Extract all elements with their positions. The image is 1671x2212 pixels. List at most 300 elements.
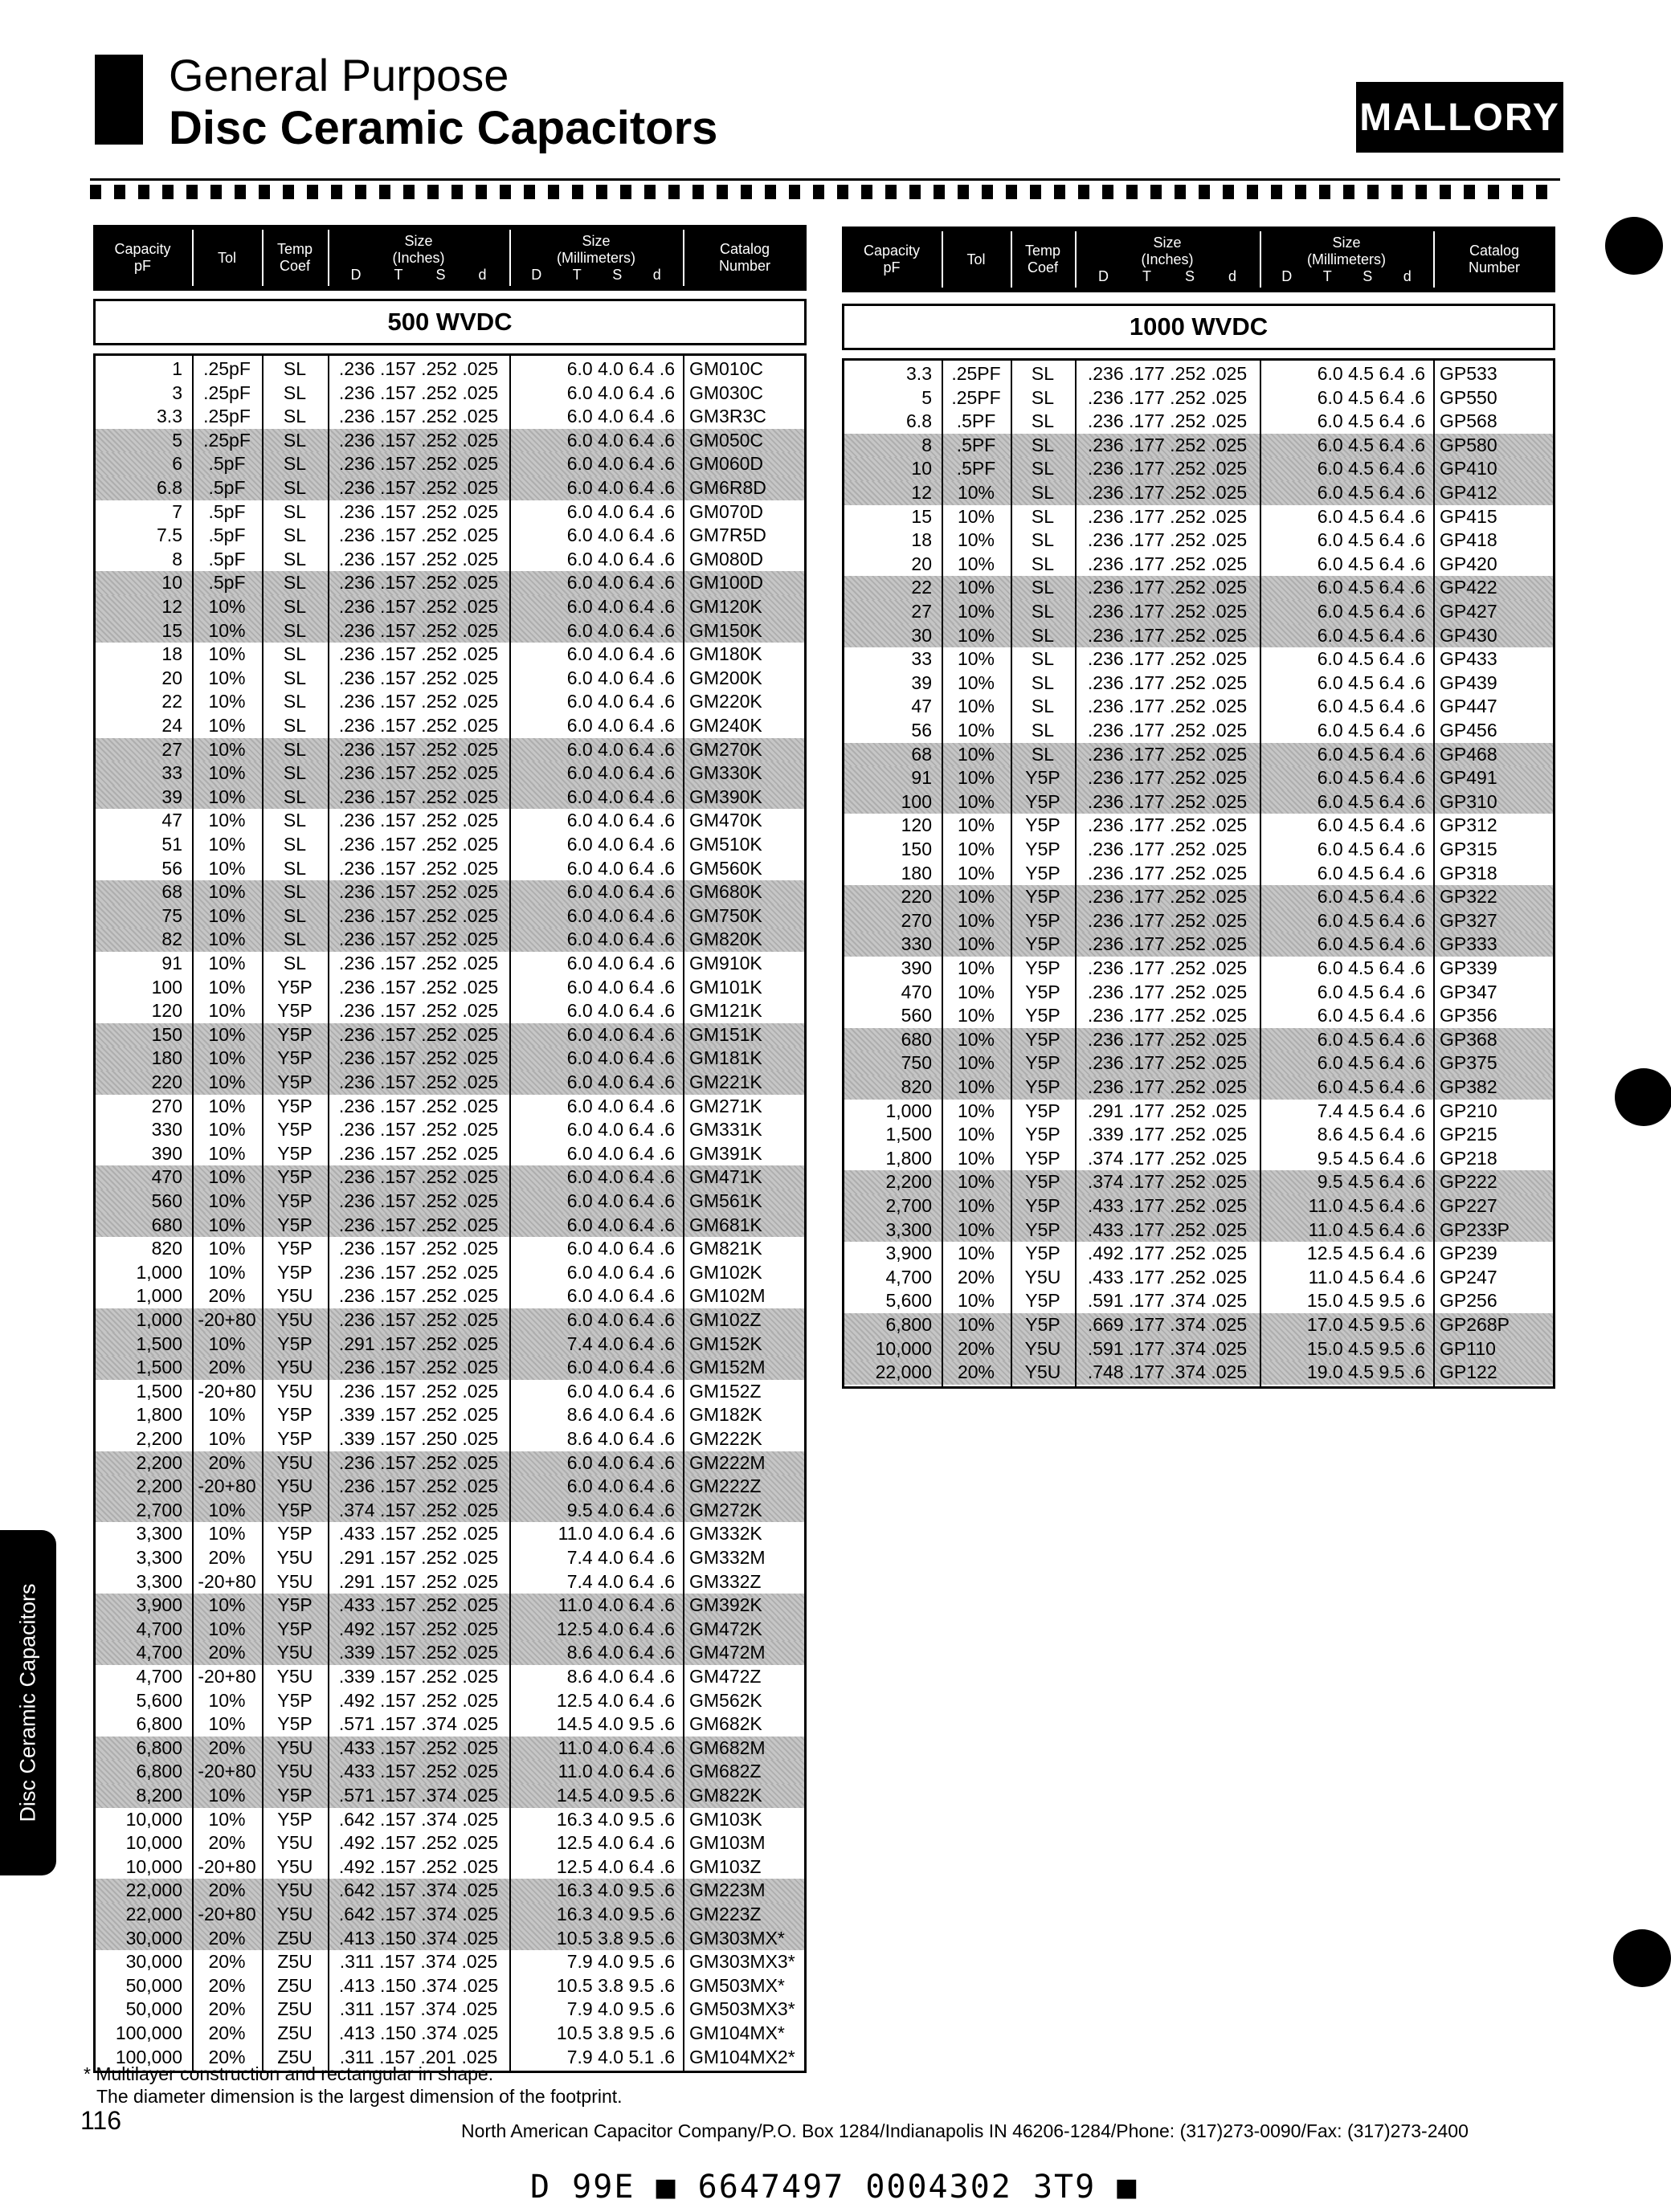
cell-catalog-number: GP233P (1440, 1218, 1510, 1240)
cell-catalog-number: GM472K (689, 1618, 762, 1639)
cell-size-mm: 6.0 4.0 6.4 .6 (566, 643, 675, 665)
cell-capacity: 6,800 (136, 1761, 182, 1782)
cell-size-inches: .433 .157 .252 .025 (338, 1737, 499, 1758)
cell-catalog-number: GM200K (689, 667, 762, 688)
cell-catalog-number: GM503MX3* (689, 1998, 795, 2020)
cell-capacity: 1,000 (136, 1309, 182, 1330)
cell-size-mm: 6.0 4.5 6.4 .6 (1317, 1052, 1425, 1074)
cell-size-inches: .236 .157 .252 .025 (338, 1285, 499, 1307)
cell-capacity: 30,000 (125, 1951, 182, 1973)
cell-size-inches: .413 .150 .374 .025 (338, 1974, 499, 1996)
cell-size-inches: .236 .157 .252 .025 (338, 834, 499, 855)
dim-label: D (531, 266, 542, 283)
table-row (96, 999, 804, 1023)
cell-temp-coef: SL (283, 834, 307, 855)
table-row (96, 1665, 804, 1689)
cell-catalog-number: GM271K (689, 1095, 762, 1116)
table-row (96, 1451, 804, 1475)
cell-size-mm: 10.5 3.8 9.5 .6 (556, 1974, 675, 1996)
cell-temp-coef: Z5U (277, 2046, 313, 2067)
cell-catalog-number: GP218 (1440, 1147, 1497, 1169)
cell-tolerance: 10% (957, 1195, 995, 1216)
cell-tolerance: 10% (957, 529, 995, 551)
cell-size-mm: 7.4 4.0 6.4 .6 (566, 1333, 675, 1354)
catalog-number-header-line1: Catalog (719, 241, 770, 257)
table-row (96, 1546, 804, 1570)
cell-capacity: 3 (172, 382, 182, 403)
table-row (844, 1266, 1553, 1290)
cell-size-mm: 6.0 4.0 6.4 .6 (566, 429, 675, 451)
cell-capacity: 8 (172, 548, 182, 569)
cell-catalog-number: GP215 (1440, 1124, 1497, 1145)
cell-capacity: 50,000 (125, 1998, 182, 2020)
cell-temp-coef: SL (283, 429, 307, 451)
cell-catalog-number: GM510K (689, 834, 762, 855)
cell-size-mm: 10.5 3.8 9.5 .6 (556, 2022, 675, 2043)
cell-temp-coef: Y5U (276, 1761, 313, 1782)
company-address: North American Capacitor Company/P.O. Box 1284/Indianapolis IN 46206-1284/Phone: (317)273-0090/Fax: (317)273-2400 (461, 2120, 1469, 2141)
cell-temp-coef: Y5P (1025, 1124, 1060, 1145)
cell-catalog-number: GM150K (689, 619, 762, 641)
cell-temp-coef: Y5P (277, 1594, 313, 1616)
cell-catalog-number: GP222 (1440, 1171, 1497, 1193)
cell-size-inches: .571 .157 .374 .025 (338, 1785, 499, 1806)
size-mm-header-dims (1260, 268, 1433, 285)
cell-capacity: 750 (901, 1052, 932, 1074)
table-row (844, 434, 1553, 458)
cell-capacity: 1,500 (136, 1357, 182, 1378)
cell-size-mm: 6.0 4.0 6.4 .6 (566, 453, 675, 475)
cell-tolerance: 10% (957, 1028, 995, 1050)
table-row (844, 933, 1553, 957)
cell-capacity: 100 (901, 790, 932, 812)
cell-tolerance: 10% (208, 1238, 246, 1259)
cell-size-mm: 6.0 4.0 6.4 .6 (566, 524, 675, 546)
cell-size-inches: .236 .157 .252 .025 (338, 429, 499, 451)
cell-catalog-number: GM102K (689, 1261, 762, 1283)
cell-catalog-number: GP430 (1440, 624, 1497, 646)
cell-tolerance: 10% (957, 1218, 995, 1240)
side-tab-label: Disc Ceramic Capacitors (15, 1583, 40, 1822)
cell-tolerance: 20% (208, 1642, 246, 1663)
cell-size-inches: .236 .177 .252 .025 (1087, 886, 1248, 908)
cell-catalog-number: GM181K (689, 1047, 762, 1069)
cell-size-mm: 11.0 4.0 6.4 .6 (558, 1523, 675, 1545)
cell-capacity: 47 (911, 696, 932, 717)
cell-tolerance: 20% (208, 1357, 246, 1378)
header-divider (262, 230, 264, 286)
cell-size-inches: .236 .177 .252 .025 (1087, 1028, 1248, 1050)
tol-header-line1: Tol (217, 249, 236, 266)
column-divider (192, 353, 194, 2073)
cell-temp-coef: SL (283, 524, 307, 546)
cell-size-mm: 16.3 4.0 9.5 .6 (556, 1904, 675, 1924)
cell-temp-coef: Y5P (1025, 1314, 1060, 1335)
cell-size-mm: 6.0 4.0 6.4 .6 (566, 1451, 675, 1473)
cell-tolerance: 10% (208, 1214, 246, 1235)
cell-size-inches: .236 .177 .252 .025 (1087, 933, 1248, 955)
table-row (96, 1784, 804, 1808)
dim-label: S (612, 266, 623, 283)
cell-size-inches: .236 .177 .252 .025 (1087, 1052, 1248, 1074)
temp-coef-header (262, 225, 328, 291)
cell-size-inches: .236 .177 .252 .025 (1087, 482, 1248, 503)
cell-tolerance: 10% (957, 624, 995, 646)
cell-size-mm: 12.5 4.0 6.4 .6 (556, 1618, 675, 1639)
column-divider (509, 353, 511, 2073)
cell-temp-coef: Y5P (1025, 1052, 1060, 1074)
temp-coef-header-line1: Temp (1024, 243, 1060, 259)
dim-label: T (1322, 267, 1332, 284)
cell-size-mm: 6.0 4.5 6.4 .6 (1317, 696, 1425, 717)
table-row (844, 529, 1553, 553)
cell-capacity: 91 (161, 953, 182, 973)
cell-size-inches: .433 .177 .252 .025 (1087, 1218, 1248, 1240)
cell-size-inches: .236 .157 .252 .025 (338, 1071, 499, 1092)
cell-catalog-number: GP456 (1440, 720, 1497, 741)
cell-size-inches: .236 .177 .252 .025 (1087, 696, 1248, 717)
cell-catalog-number: GM332Z (689, 1570, 762, 1592)
cell-tolerance: 10% (208, 786, 246, 807)
cell-temp-coef: Y5P (1025, 1028, 1060, 1050)
cell-temp-coef: Y5U (276, 1285, 313, 1307)
cell-size-inches: .236 .177 .252 .025 (1087, 577, 1248, 598)
cell-catalog-number: GM7R5D (689, 524, 766, 546)
cell-temp-coef: SL (1031, 696, 1055, 717)
size-mm-header-dims (509, 267, 683, 284)
size-mm-header (509, 225, 683, 291)
cell-size-mm: 6.0 4.5 6.4 .6 (1317, 720, 1425, 741)
cell-capacity: 33 (911, 648, 932, 670)
cell-size-inches: .236 .177 .252 .025 (1087, 505, 1248, 527)
title-bar-mark (95, 55, 143, 145)
cell-capacity: 10 (161, 572, 182, 594)
cell-size-mm: 6.0 4.0 6.4 .6 (566, 953, 675, 973)
cell-tolerance: 10% (208, 1261, 246, 1283)
cell-size-mm: 6.0 4.0 6.4 .6 (566, 477, 675, 498)
cell-tolerance: 10% (957, 696, 995, 717)
cell-catalog-number: GP533 (1440, 363, 1497, 384)
header-divider (192, 230, 194, 286)
cell-tolerance: 10% (957, 814, 995, 836)
cell-catalog-number: GP580 (1440, 434, 1497, 455)
cell-size-inches: .339 .157 .252 .025 (338, 1666, 499, 1687)
table-row (96, 714, 804, 738)
table-row (96, 1950, 804, 1974)
table-row (96, 667, 804, 691)
cell-size-inches: .236 .177 .252 .025 (1087, 720, 1248, 741)
cell-tolerance: 10% (208, 1000, 246, 1022)
cell-size-inches: .236 .157 .252 .025 (338, 1166, 499, 1188)
table-row (844, 386, 1553, 410)
cell-size-inches: .236 .177 .252 .025 (1087, 909, 1248, 931)
cell-capacity: 20 (161, 667, 182, 688)
cell-catalog-number: GM010C (689, 358, 764, 379)
cell-size-inches: .311 .157 .374 .025 (339, 1951, 498, 1973)
cell-size-inches: .236 .157 .252 .025 (338, 691, 499, 712)
cell-size-inches: .236 .157 .252 .025 (338, 667, 499, 688)
cell-tolerance: -20+80 (198, 1666, 256, 1687)
cell-tolerance: 10% (208, 1047, 246, 1069)
table-row (96, 880, 804, 904)
cell-tolerance: .5pF (208, 572, 246, 594)
cell-size-mm: 6.0 4.0 6.4 .6 (566, 786, 675, 807)
cell-catalog-number: GM471K (689, 1166, 762, 1188)
table-row (844, 885, 1553, 909)
cell-tolerance: 10% (208, 1428, 246, 1449)
cell-catalog-number: GM100D (689, 572, 764, 594)
cell-capacity: 820 (901, 1076, 932, 1097)
cell-size-mm: 6.0 4.0 6.4 .6 (566, 1000, 675, 1022)
column-divider (1011, 358, 1012, 1389)
cell-size-inches: .236 .157 .252 .025 (338, 500, 499, 522)
cell-size-inches: .236 .177 .252 .025 (1087, 624, 1248, 646)
cell-temp-coef: Y5P (1025, 886, 1060, 908)
cell-temp-coef: Z5U (277, 1974, 313, 1996)
cell-temp-coef: Y5U (1024, 1266, 1061, 1288)
column-divider (262, 353, 264, 2073)
dim-label: D (350, 266, 362, 283)
cell-size-mm: 6.0 4.0 6.4 .6 (566, 1261, 675, 1283)
table-row (96, 976, 804, 1000)
cell-size-inches: .236 .157 .252 .025 (338, 881, 499, 903)
cell-temp-coef: Z5U (277, 1998, 313, 2020)
cell-size-mm: 6.0 4.0 6.4 .6 (566, 1357, 675, 1378)
page-number: 116 (80, 2106, 122, 2135)
tol-header (942, 227, 1011, 292)
cell-size-mm: 7.9 4.0 9.5 .6 (566, 1998, 675, 2020)
cell-size-mm: 6.0 4.5 6.4 .6 (1317, 1076, 1425, 1097)
cell-size-inches: .236 .157 .252 .025 (338, 596, 499, 617)
cell-temp-coef: Y5P (277, 1785, 313, 1806)
cell-catalog-number: GM222M (689, 1451, 766, 1473)
cell-tolerance: -20+80 (198, 1855, 256, 1877)
cell-tolerance: 10% (957, 648, 995, 670)
table-row (96, 1927, 804, 1951)
cell-catalog-number: GM104MX* (689, 2022, 785, 2043)
cell-size-inches: .236 .157 .252 .025 (338, 406, 499, 427)
cell-capacity: 50,000 (125, 1974, 182, 1996)
cell-size-inches: .236 .157 .252 .025 (338, 1142, 499, 1164)
cell-size-inches: .236 .177 .252 .025 (1087, 410, 1248, 432)
cell-capacity: 18 (911, 529, 932, 551)
cell-temp-coef: Y5P (277, 1047, 313, 1069)
cell-size-mm: 6.0 4.5 6.4 .6 (1317, 814, 1425, 836)
table-row (844, 719, 1553, 743)
table-row (96, 548, 804, 572)
cell-tolerance: 20% (957, 1337, 995, 1359)
cell-size-mm: 6.0 4.0 6.4 .6 (566, 406, 675, 427)
table-row (844, 505, 1553, 529)
cell-size-inches: .236 .177 .252 .025 (1087, 981, 1248, 1002)
cell-size-inches: .236 .157 .252 .025 (338, 1475, 499, 1497)
cell-tolerance: .5pF (208, 453, 246, 475)
cell-capacity: 180 (151, 1047, 182, 1069)
cell-catalog-number: GM103M (689, 1832, 766, 1854)
cell-size-mm: 6.0 4.0 6.4 .6 (566, 382, 675, 403)
cell-catalog-number: GM503MX* (689, 1974, 785, 1996)
dim-label: S (1363, 267, 1373, 284)
cell-size-mm: 6.0 4.0 6.4 .6 (566, 976, 675, 998)
cell-temp-coef: SL (283, 786, 307, 807)
cell-size-mm: 6.0 4.5 6.4 .6 (1317, 553, 1425, 574)
table-row (844, 481, 1553, 505)
cell-size-inches: .236 .157 .252 .025 (338, 1451, 499, 1473)
footnote (84, 2063, 623, 2108)
cell-tolerance: 20% (208, 1974, 246, 1996)
cell-capacity: 56 (161, 857, 182, 879)
table-row (96, 1522, 804, 1546)
cell-temp-coef: Y5U (1024, 1337, 1061, 1359)
cell-size-mm: 9.5 4.0 6.4 .6 (566, 1499, 675, 1520)
cell-capacity: 1,000 (136, 1285, 182, 1307)
cell-tolerance: 20% (208, 1998, 246, 2020)
cell-catalog-number: GM6R8D (689, 477, 766, 498)
cell-size-mm: 7.9 4.0 9.5 .6 (566, 1951, 675, 1973)
cell-temp-coef: Y5P (1025, 933, 1060, 955)
table-row (844, 862, 1553, 886)
cell-size-mm: 6.0 4.0 6.4 .6 (566, 691, 675, 712)
cell-capacity: 3.3 (906, 363, 932, 384)
cell-temp-coef: SL (1031, 482, 1055, 503)
cell-catalog-number: GP315 (1440, 839, 1497, 859)
cell-capacity: 68 (161, 881, 182, 903)
table-row (96, 2022, 804, 2046)
cell-capacity: 390 (151, 1142, 182, 1164)
table-row (844, 1289, 1553, 1313)
cell-capacity: 33 (161, 762, 182, 784)
cell-size-inches: .236 .177 .252 .025 (1087, 767, 1248, 789)
cell-size-mm: 11.0 4.5 6.4 .6 (1308, 1218, 1425, 1240)
cell-tolerance: 10% (208, 1071, 246, 1092)
temp-coef-header-line2: Coef (1027, 259, 1059, 275)
cell-size-mm: 6.0 4.0 6.4 .6 (566, 834, 675, 855)
table-row (844, 790, 1553, 814)
cell-size-mm: 6.0 4.5 6.4 .6 (1317, 1028, 1425, 1050)
cell-size-inches: .642 .157 .374 .025 (338, 1879, 499, 1901)
cell-tolerance: .25pF (203, 382, 251, 403)
cell-size-mm: 11.0 4.0 6.4 .6 (558, 1594, 675, 1616)
cell-size-inches: .236 .157 .252 .025 (338, 358, 499, 379)
cell-size-inches: .236 .177 .252 .025 (1087, 529, 1248, 551)
cell-size-inches: .291 .157 .252 .025 (338, 1570, 499, 1592)
cell-size-mm: 7.4 4.0 6.4 .6 (566, 1547, 675, 1568)
cell-size-inches: .591 .177 .374 .025 (1087, 1290, 1248, 1312)
voltage-band: 500 WVDC (93, 299, 807, 345)
cell-temp-coef: SL (283, 453, 307, 475)
cell-size-inches: .339 .157 .252 .025 (338, 1404, 499, 1426)
cell-tolerance: 10% (208, 1594, 246, 1616)
cell-capacity: 120 (151, 1000, 182, 1022)
cell-size-mm: 6.0 4.0 6.4 .6 (566, 810, 675, 831)
cell-catalog-number: GM910K (689, 953, 762, 973)
cell-size-mm: 6.0 4.0 6.4 .6 (566, 1190, 675, 1211)
cell-capacity: 150 (901, 839, 932, 859)
cell-catalog-number: GP327 (1440, 909, 1497, 931)
cell-capacity: 56 (911, 720, 932, 741)
cell-size-inches: .236 .177 .252 .025 (1087, 434, 1248, 455)
cell-tolerance: 10% (957, 1100, 995, 1121)
table-row (96, 761, 804, 786)
cell-temp-coef: Y5P (1025, 957, 1060, 978)
cell-catalog-number: GM682M (689, 1737, 766, 1758)
cell-tolerance: 10% (208, 1808, 246, 1830)
cell-temp-coef: SL (1031, 553, 1055, 574)
table-row (96, 1427, 804, 1451)
cell-capacity: 22,000 (125, 1879, 182, 1901)
cell-capacity: 22,000 (875, 1361, 932, 1383)
table-header (93, 225, 807, 291)
cell-temp-coef: SL (283, 881, 307, 903)
cell-tolerance: 10% (208, 1499, 246, 1520)
cell-temp-coef: Y5P (277, 1713, 313, 1735)
cell-tolerance: 10% (957, 790, 995, 812)
cell-tolerance: 20% (208, 1951, 246, 1973)
cell-size-mm: 12.5 4.5 6.4 .6 (1306, 1243, 1425, 1264)
table-row (844, 1051, 1553, 1075)
table-row (96, 524, 804, 548)
cell-tolerance: 10% (208, 643, 246, 665)
cell-tolerance: 10% (208, 1689, 246, 1711)
cell-tolerance: -20+80 (198, 1475, 256, 1497)
size-inches-header-dims (328, 267, 509, 284)
dim-label: d (1403, 267, 1412, 284)
cell-temp-coef: SL (1031, 386, 1055, 408)
cell-tolerance: -20+80 (198, 1309, 256, 1330)
cell-tolerance: 10% (208, 1333, 246, 1354)
cell-capacity: 330 (151, 1119, 182, 1141)
cell-size-mm: 6.0 4.5 6.4 .6 (1317, 505, 1425, 527)
cell-tolerance: 10% (208, 810, 246, 831)
table-row (96, 1903, 804, 1927)
cell-tolerance: 10% (208, 928, 246, 950)
cell-size-mm: 8.6 4.5 6.4 .6 (1317, 1124, 1425, 1145)
cell-size-inches: .236 .157 .252 .025 (338, 857, 499, 879)
table-row (844, 957, 1553, 981)
cell-size-mm: 6.0 4.5 6.4 .6 (1317, 577, 1425, 598)
cell-tolerance: 10% (208, 953, 246, 973)
header-divider (1075, 231, 1077, 288)
cell-catalog-number: GP382 (1440, 1076, 1497, 1097)
cell-size-mm: 6.0 4.0 6.4 .6 (566, 857, 675, 879)
cell-temp-coef: Y5P (1025, 1290, 1060, 1312)
cell-catalog-number: GM822K (689, 1785, 762, 1806)
cell-temp-coef: SL (283, 572, 307, 594)
cell-tolerance: 10% (208, 1023, 246, 1045)
cell-catalog-number: GM182K (689, 1404, 762, 1426)
table-row (96, 1190, 804, 1214)
cell-tolerance: -20+80 (198, 1904, 256, 1924)
cell-size-mm: 6.0 4.0 6.4 .6 (566, 596, 675, 617)
cell-tolerance: 10% (957, 839, 995, 859)
size-inches-header-dims (1075, 268, 1260, 285)
cell-catalog-number: GP427 (1440, 601, 1497, 622)
cell-temp-coef: Y5P (1025, 1076, 1060, 1097)
cell-capacity: 680 (151, 1214, 182, 1235)
cell-size-mm: 6.0 4.5 6.4 .6 (1317, 671, 1425, 693)
cell-size-inches: .591 .177 .374 .025 (1087, 1337, 1248, 1359)
cell-tolerance: .25pF (203, 358, 251, 379)
cell-temp-coef: SL (283, 738, 307, 760)
cell-temp-coef: Y5U (276, 1879, 313, 1901)
cell-catalog-number: GM820K (689, 928, 762, 950)
cell-capacity: 3,300 (136, 1547, 182, 1568)
cell-catalog-number: GM561K (689, 1190, 762, 1211)
cell-capacity: 4,700 (136, 1642, 182, 1663)
cell-size-mm: 16.3 4.0 9.5 .6 (556, 1808, 675, 1830)
cell-capacity: 470 (901, 981, 932, 1002)
cell-temp-coef: Y5P (1025, 790, 1060, 812)
